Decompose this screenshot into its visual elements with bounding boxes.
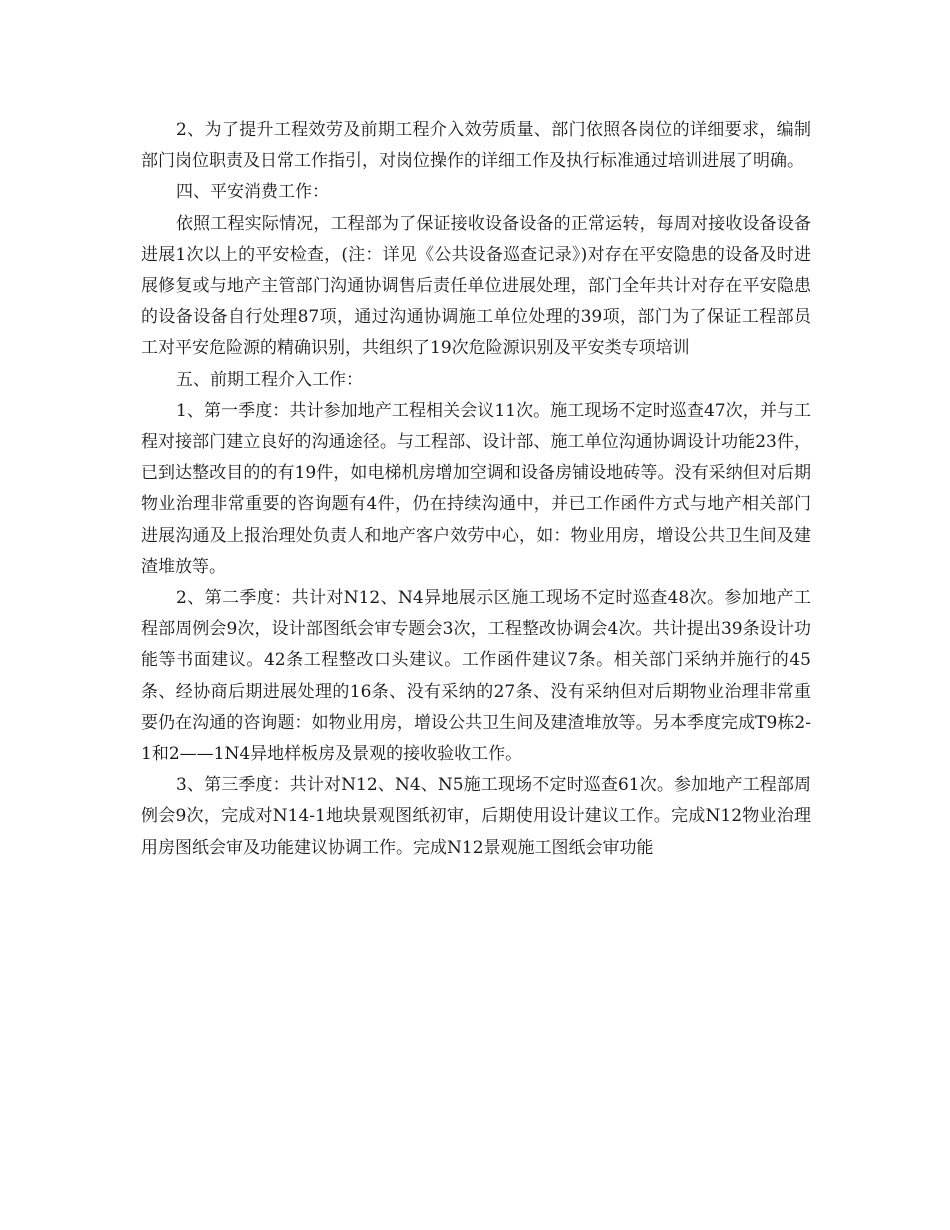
paragraph-safety-inspection: 依照工程实际情况，工程部为了保证接收设备设备的正常运转，每周对接收设备设备进展1次以上的平安检查，(注：详见《公共设备巡查记录》)对存在平安隐患的设备及时进展修复或与地产主管部门沟通协调售后责任单位进展处理，部门全年共计对存在平安隐患的设备设备自行处理87项，通过沟通协调施工单位处理的39项，部门为了保证工程部员工对平安危险源的精确识别，共组织了19次危险源识别及平安类专项培训: [141, 213, 811, 359]
paragraph-third-quarter: 3、第三季度：共计对N12、N4、N5施工现场不定时巡查61次。参加地产工程部周例会9次，完成对N14-1地块景观图纸初审，后期使用设计建议工作。完成N12物业治理用房图纸会审及功能建议协调工作。完成N12景观施工图纸会审功能: [141, 775, 811, 858]
paragraph-staff-guidelines: 2、为了提升工程效劳及前期工程介入效劳质量、部门依照各岗位的详细要求，编制部门岗位职责及日常工作指引，对岗位操作的详细工作及执行标准通过培训进展了明确。: [141, 120, 811, 172]
document-body: [141, 115, 811, 864]
section-heading-early-involvement: 五、前期工程介入工作：: [176, 369, 363, 390]
paragraph-second-quarter: 2、第二季度：共计对N12、N4异地展示区施工现场不定时巡查48次。参加地产工程部周例会9次，设计部图纸会审专题会3次，工程整改协调会4次。共计提出39条设计功能等书面建议。42条工程整改口头建议。工作函件建议7条。相关部门采纳并施行的45条、经协商后期进展处理的16条、没有采纳的27条、没有采纳但对后期物业治理非常重要仍在沟通的咨询题：如物业用房，增设公共卫生间及建渣堆放等。另本季度完成T9栋2-1和2——1N4异地样板房及景观的接收验收工作。: [141, 588, 811, 765]
paragraph-first-quarter: 1、第一季度：共计参加地产工程相关会议11次。施工现场不定时巡查47次，并与工程对接部门建立良好的沟通途径。与工程部、设计部、施工单位沟通协调设计功能23件，已到达整改目的的有19件，如电梯机房增加空调和设备房铺设地砖等。没有采纳但对后期物业治理非常重要的咨询题有4件，仍在持续沟通中，并已工作函件方式与地产相关部门进展沟通及上报治理处负责人和地产客户效劳中心，如：物业用房，增设公共卫生间及建渣堆放等。: [141, 400, 811, 577]
section-heading-safety: 四、平安消费工作：: [176, 182, 329, 203]
